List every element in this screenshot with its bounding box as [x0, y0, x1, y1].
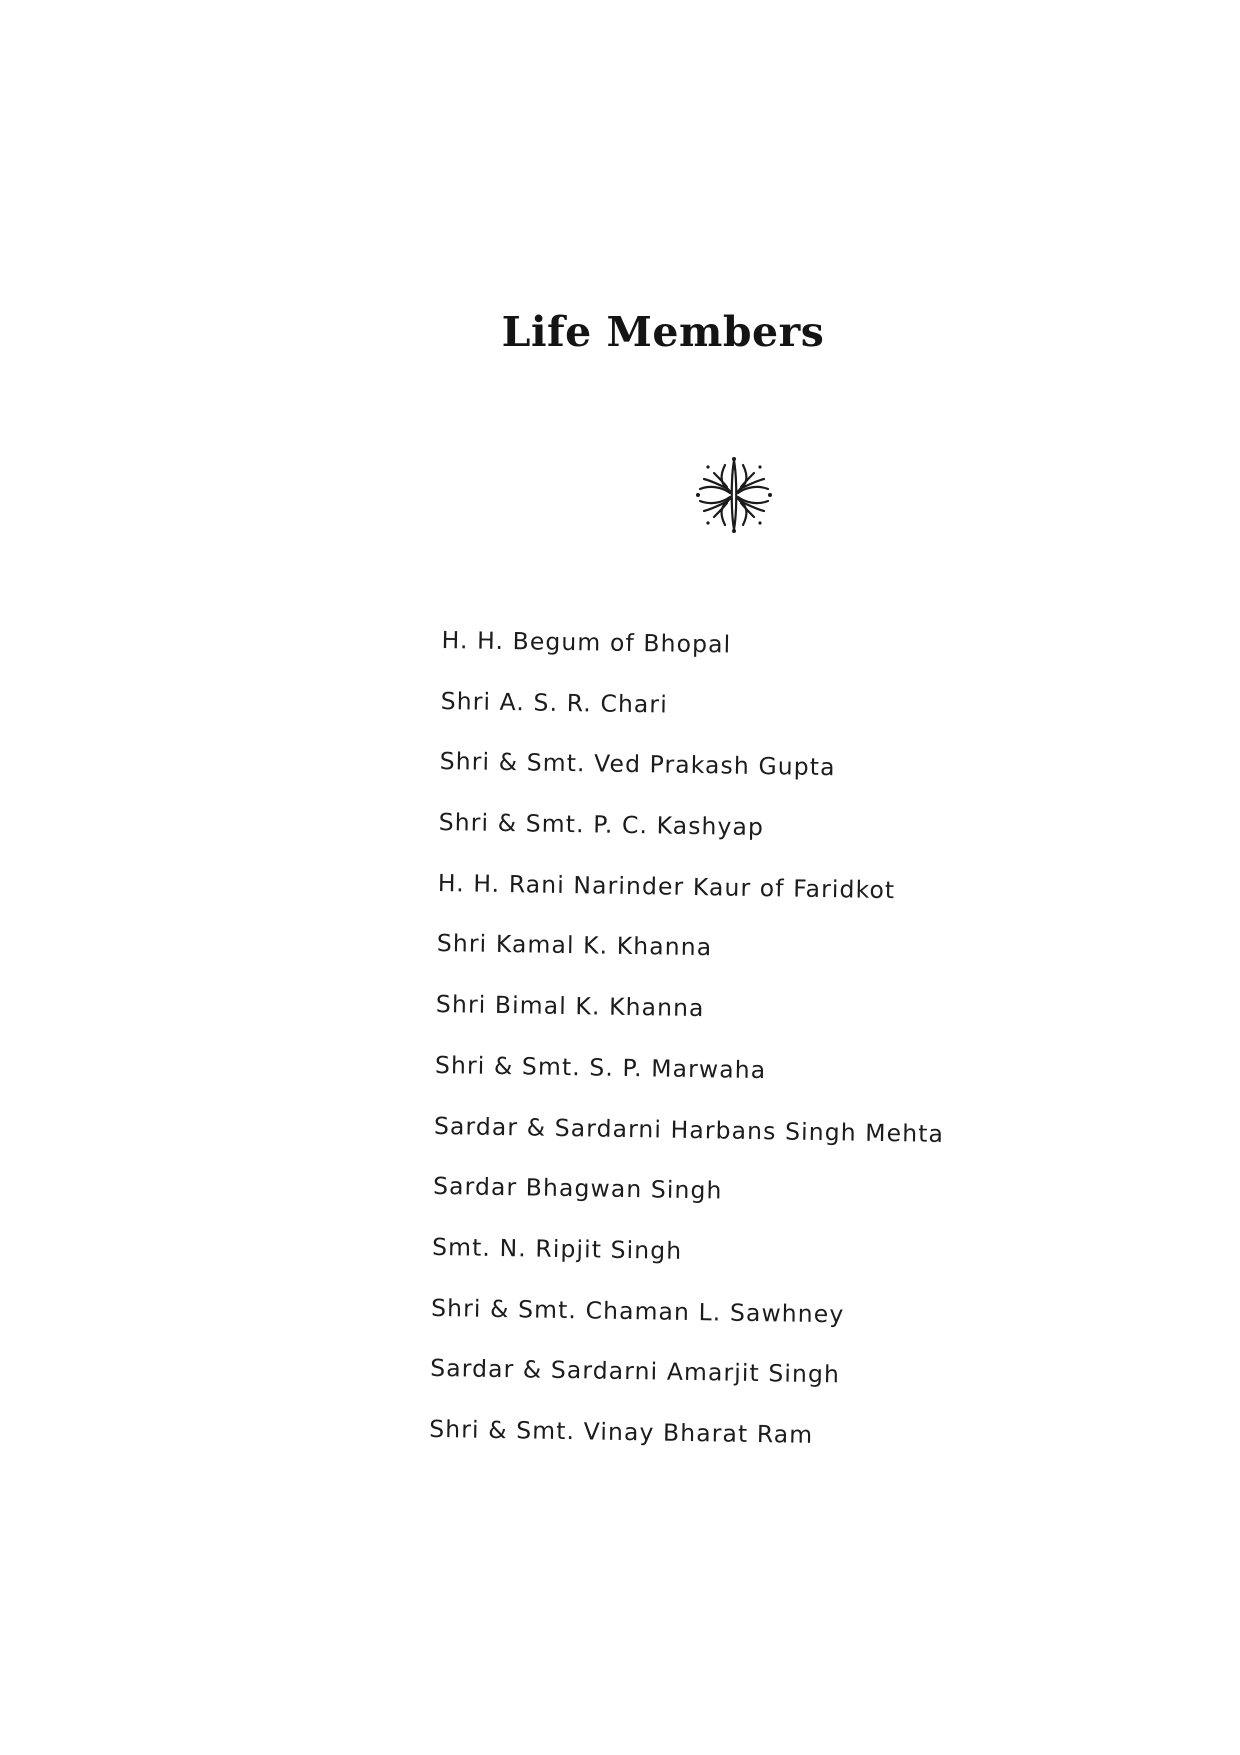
list-item: Sardar & Sardarni Harbans Singh Mehta [433, 1111, 945, 1148]
list-item: H. H. Begum of Bhopal [441, 625, 732, 659]
list-item: Shri & Smt. P. C. Kashyap [438, 808, 765, 842]
list-item: Shri A. S. R. Chari [440, 686, 669, 719]
list-item: H. H. Rani Narinder Kaur of Faridkot [437, 868, 896, 904]
list-item: Shri & Smt. Chaman L. Sawhney [430, 1293, 845, 1328]
list-item: Shri Kamal K. Khanna [436, 929, 713, 962]
list-item: Shri & Smt. Vinay Bharat Ram [429, 1414, 814, 1449]
list-item: Sardar Bhagwan Singh [432, 1172, 723, 1205]
page-title: Life Members [501, 308, 825, 356]
list-item: Smt. N. Ripjit Singh [431, 1232, 683, 1265]
floral-ornament-icon [694, 455, 774, 535]
list-item: Shri & Smt. Ved Prakash Gupta [439, 747, 836, 782]
list-item: Shri Bimal K. Khanna [435, 990, 705, 1023]
members-list [429, 618, 952, 1476]
list-item: Sardar & Sardarni Amarjit Singh [429, 1354, 841, 1389]
list-item: Shri & Smt. S. P. Marwaha [434, 1050, 767, 1084]
